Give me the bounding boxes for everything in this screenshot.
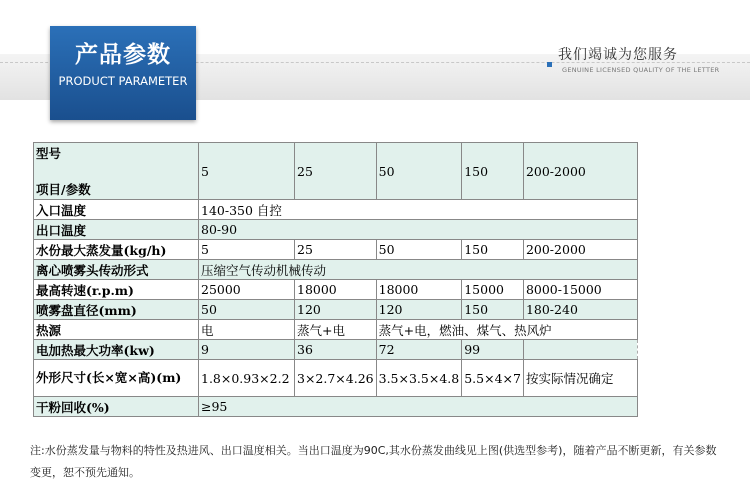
model-cell: 5 <box>199 143 295 200</box>
row-value: 按实际情况确定 <box>523 360 637 397</box>
table-row-power <box>34 340 638 360</box>
row-value <box>523 340 637 360</box>
corner-bottom-label: 项目/参数 <box>36 182 91 197</box>
parameter-table <box>33 142 638 417</box>
row-label: 干粉回收(%) <box>34 397 199 417</box>
row-value: 9 <box>199 340 295 360</box>
section-subtitle: PRODUCT PARAMETER <box>58 74 188 88</box>
row-value: 36 <box>295 340 377 360</box>
row-value: 压缩空气传动机械传动 <box>199 260 638 280</box>
row-value: 50 <box>376 240 462 260</box>
row-value: 8000-15000 <box>523 280 637 300</box>
table-row-heat-source <box>34 320 638 340</box>
row-label: 热源 <box>34 320 199 340</box>
row-label: 电加热最大功率(kw) <box>34 340 199 360</box>
row-value: 15000 <box>462 280 524 300</box>
row-label: 最高转速(r.p.m) <box>34 280 199 300</box>
row-label: 外形尺寸(长×宽×高)(m) <box>34 360 199 397</box>
tagline-marker <box>547 62 552 67</box>
row-value: 18000 <box>376 280 462 300</box>
table-row-drive <box>34 260 638 280</box>
model-cell: 50 <box>376 143 462 200</box>
model-cell: 200-2000 <box>523 143 637 200</box>
row-value: 140-350 自控 <box>199 200 638 220</box>
section-badge <box>50 26 196 120</box>
table-row-speed <box>34 280 638 300</box>
row-value: 80-90 <box>199 220 638 240</box>
row-label: 离心喷雾头传动形式 <box>34 260 199 280</box>
row-value: 18000 <box>295 280 377 300</box>
row-value: 120 <box>376 300 462 320</box>
row-value: 25000 <box>199 280 295 300</box>
model-cell: 150 <box>462 143 524 200</box>
table-row-recovery <box>34 397 638 417</box>
row-label: 水份最大蒸发量(kg/h) <box>34 240 199 260</box>
row-value: 3×2.7×4.26 <box>295 360 377 397</box>
row-value: 50 <box>199 300 295 320</box>
row-value: 72 <box>376 340 462 360</box>
row-value: 蒸气+电，燃油、煤气、热风炉 <box>376 320 637 340</box>
service-tagline-english: GENUINE LICENSED QUALITY OF THE LETTER <box>562 66 720 74</box>
row-value: 200-2000 <box>523 240 637 260</box>
row-value: 120 <box>295 300 377 320</box>
model-cell: 25 <box>295 143 377 200</box>
table-row-evaporation <box>34 240 638 260</box>
corner-top-label: 型号 <box>36 146 62 161</box>
row-value: 5 <box>199 240 295 260</box>
row-label: 出口温度 <box>34 220 199 240</box>
table-row-inlet-temp <box>34 200 638 220</box>
section-title: 产品参数 <box>75 42 171 68</box>
row-value: 电 <box>199 320 295 340</box>
row-value: 3.5×3.5×4.8 <box>376 360 462 397</box>
table-row-model <box>34 143 638 200</box>
table-row-outlet-temp <box>34 220 638 240</box>
row-value: 150 <box>462 240 524 260</box>
footnote: 注:水份蒸发量与物料的特性及热进风、出口温度相关。当出口温度为90C,其水份蒸发曲线见上图(供选型参考)，随着产品不断更新，有关参数变更，恕不预先通知。 <box>30 444 717 479</box>
row-value: ≥95 <box>199 397 638 417</box>
table-row-size <box>34 360 638 397</box>
row-value: 180-240 <box>523 300 637 320</box>
table-row-disc <box>34 300 638 320</box>
row-label: 喷雾盘直径(mm) <box>34 300 199 320</box>
row-value: 99 <box>462 340 524 360</box>
service-tagline: 我们竭诚为您服务 <box>558 47 678 63</box>
row-value: 1.8×0.93×2.2 <box>199 360 295 397</box>
row-value: 5.5×4×7 <box>462 360 524 397</box>
row-value: 25 <box>295 240 377 260</box>
corner-cell <box>34 143 199 200</box>
row-value: 蒸气+电 <box>295 320 377 340</box>
row-label: 入口温度 <box>34 200 199 220</box>
row-value: 150 <box>462 300 524 320</box>
